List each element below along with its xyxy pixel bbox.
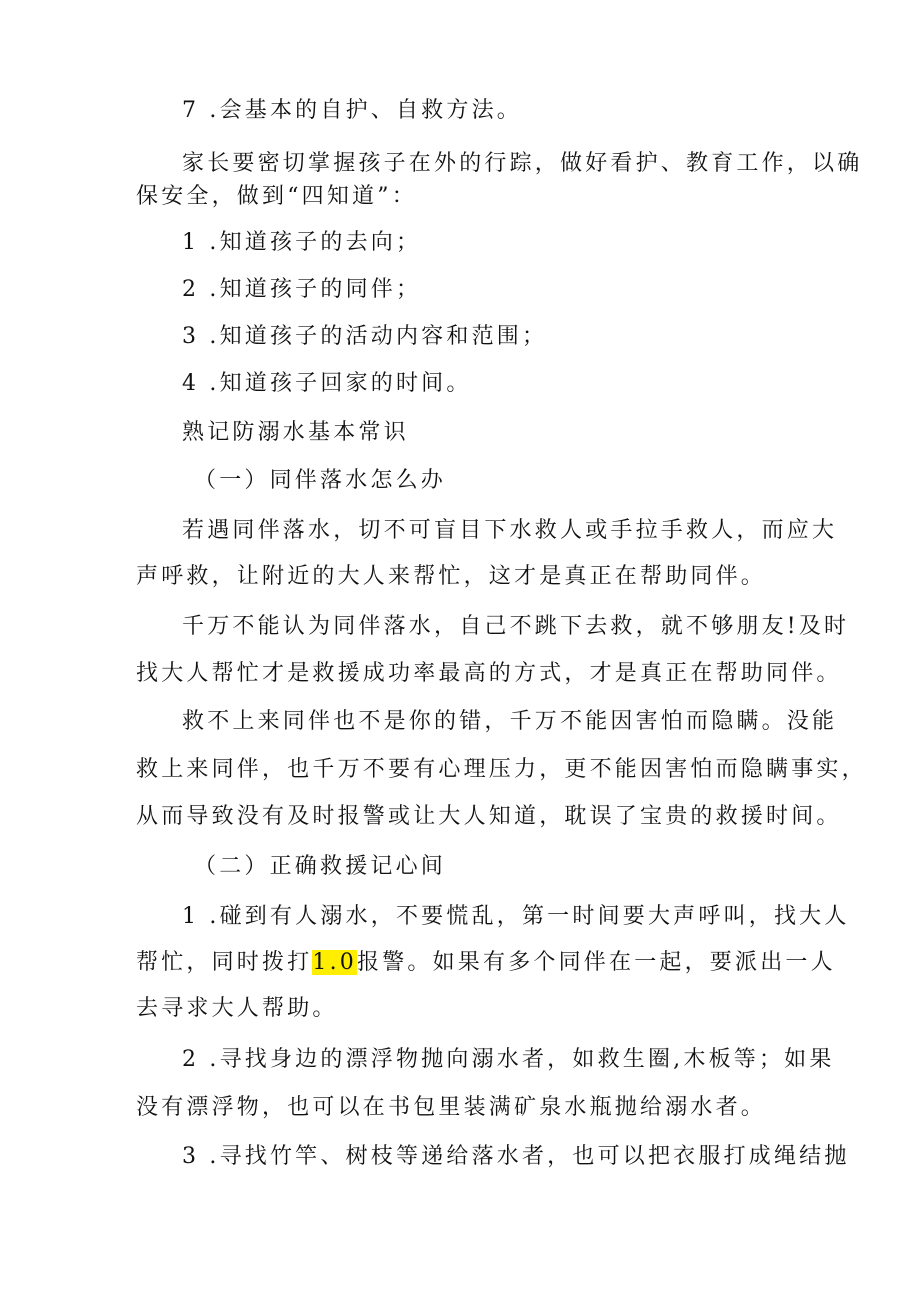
list-item-self-rescue: 7 .会基本的自护、自救方法。 <box>182 98 522 123</box>
paragraph-parents-line-1: 家长要密切掌握孩子在外的行踪，做好看护、教育工作，以确 <box>182 151 863 176</box>
rescue-step-1-text-b: 报警。如果有多个同伴在一起，要派出一人 <box>357 950 836 975</box>
rescue-step-1-line-2 <box>136 948 836 978</box>
list-item-know-activities: 3 .知道孩子的活动内容和范围； <box>182 324 548 349</box>
highlighted-number: 1.0 <box>312 950 357 975</box>
rescue-step-3-line-1: 3 .寻找竹竿、树枝等递给落水者，也可以把衣服打成绳结抛 <box>182 1144 850 1169</box>
list-item-know-return-time: 4 .知道孩子回家的时间。 <box>182 371 472 396</box>
paragraph-3-line-3: 从而导致没有及时报警或让大人知道，耽误了宝贵的救援时间。 <box>136 804 842 829</box>
list-item-know-destination: 1 .知道孩子的去向； <box>182 230 422 255</box>
list-item-know-companions: 2 .知道孩子的同伴； <box>182 277 422 302</box>
paragraph-parents-line-2: 保安全，做到“四知道”： <box>136 184 417 209</box>
paragraph-2-line-1: 千万不能认为同伴落水，自己不跳下去救，就不够朋友!及时 <box>182 614 850 639</box>
rescue-step-1-line-3: 去寻求大人帮助。 <box>136 996 338 1021</box>
paragraph-1-line-1: 若遇同伴落水，切不可盲目下水救人或手拉手救人，而应大 <box>182 518 838 543</box>
subsection-heading-2: （二）正确救援记心间 <box>194 854 447 879</box>
rescue-step-1-text-a: 帮忙，同时拨打 <box>136 950 313 975</box>
paragraph-3-line-2: 救上来同伴，也千万不要有心理压力，更不能因害怕而隐瞒事实， <box>136 757 867 782</box>
paragraph-2-line-2: 找大人帮忙才是救援成功率最高的方式，才是真正在帮助同伴。 <box>136 661 842 686</box>
rescue-step-2-line-1: 2 .寻找身边的漂浮物抛向溺水者，如救生圈,木板等；如果 <box>182 1047 835 1072</box>
paragraph-1-line-2: 声呼救，让附近的大人来帮忙，这才是真正在帮助同伴。 <box>136 564 767 589</box>
rescue-step-1-line-1: 1 .碰到有人溺水，不要慌乱，第一时间要大声呼叫，找大人 <box>182 904 850 929</box>
paragraph-3-line-1: 救不上来同伴也不是你的错，千万不能因害怕而隐瞒。没能 <box>182 709 838 734</box>
rescue-step-2-line-2: 没有漂浮物，也可以在书包里装满矿泉水瓶抛给溺水者。 <box>136 1095 767 1120</box>
section-heading: 熟记防溺水基本常识 <box>182 420 409 445</box>
subsection-heading-1: （一）同伴落水怎么办 <box>194 468 447 493</box>
